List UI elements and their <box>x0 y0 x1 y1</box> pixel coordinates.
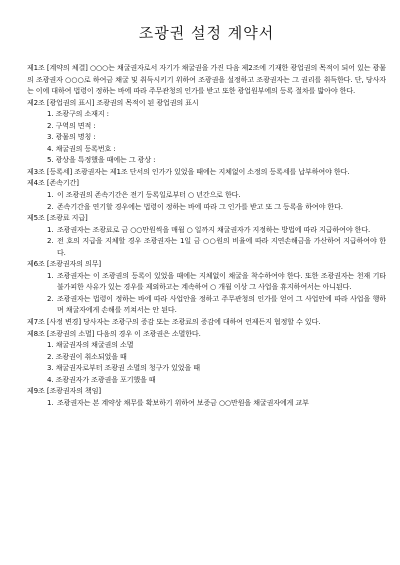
article-9-item <box>27 397 386 409</box>
item-number: 1. <box>47 397 54 407</box>
article-9-heading: 제9조 [조광권자의 책임] <box>27 386 102 396</box>
article-7: 제7조 [사정 변경] 당사자는 조광구의 증감 또는 조광료의 증감에 대하여 언제든지 협정할 수 있다. <box>27 317 321 327</box>
item-text: 조광권자는 본 계약상 채무를 확보하기 위하여 보증금 ○○만원을 채굴권자에게 교부 <box>57 397 309 407</box>
item-text: 조광권자는 법령이 정하는 바에 따라 사업안을 정하고 주무관청의 인가를 얻어 그 사업안에 따라 사업을 행하며 채굴자에게 손해를 끼쳐서는 안 된다. <box>57 293 386 315</box>
article-2-item: 1. 조광구의 소재지 : <box>47 109 109 119</box>
item-text: 존속기간을 연기할 경우에는 법령이 정하는 바에 따라 그 인가를 받고 또 그 등록을 하여야 한다. <box>57 201 343 211</box>
article-3: 제3조 [등록세] 조광권자는 제1조 단서의 인가가 있었을 때에는 지체없이 소정의 등록세를 납부하여야 한다. <box>27 166 350 176</box>
article-4-item <box>27 201 386 213</box>
article-6-heading: 제6조 [조광권자의 의무] <box>27 259 102 269</box>
article-8-item: 4. 조광권자가 조광권을 포기했을 때 <box>47 374 156 384</box>
article-6-item <box>27 293 386 316</box>
article-8-heading: 제8조 [조광권의 소멸] 다음의 경우 이 조광권은 소멸한다. <box>27 328 201 338</box>
item-text: 조광권자는 이 조광권의 등록이 있었을 때에는 지체없이 채굴을 착수하여야 한다. 또한 조광권자는 천재 기타 불가피한 사유가 있는 경우를 제외하고는 계속하여 ○ 개월 이상 그 사업을 휴지하여서는 아니된다. <box>57 270 386 292</box>
article-8-item: 3. 채굴권자로부터 조광권 소멸의 청구가 있었을 때 <box>47 363 200 373</box>
article-2-heading: 제2조 [광업권의 표시] 조광권의 목적이 된 광업권의 표시 <box>27 97 199 107</box>
item-number: 1. <box>47 270 54 280</box>
item-number: 2. <box>47 201 54 211</box>
article-5-heading: 제5조 [조광료 지급] <box>27 213 88 223</box>
article-2-item: 5. 광상을 특정했을 때에는 그 광상 : <box>47 155 156 165</box>
article-2-item: 2. 구역의 면적 : <box>47 120 96 130</box>
page-title: 조광권 설정 계약서 <box>138 24 275 42</box>
article-5-item <box>27 224 386 236</box>
article-4-item <box>27 189 386 201</box>
item-number: 1. <box>47 224 54 234</box>
article-4-heading: 제4조 [존속기간] <box>27 178 79 188</box>
item-number: 2. <box>47 236 54 246</box>
item-number: 1. <box>47 190 54 200</box>
article-8-item: 1. 채굴권자의 채굴권의 소멸 <box>47 340 134 350</box>
article-6-item <box>27 270 386 293</box>
article-5-item <box>27 235 386 258</box>
item-text: 이 조광권의 존속기간은 전기 등록일로부터 ○ 년간으로 한다. <box>57 190 241 200</box>
item-text: 조광권자는 조광료로 금 ○○만원씩을 매월 ○ 일까지 채굴권자가 지정하는 방법에 따라 지급하여야 한다. <box>57 224 371 234</box>
article-2-item: 3. 광물의 명칭 : <box>47 132 96 142</box>
item-text: 전 호의 지급을 지체할 경우 조광권자는 1일 금 ○○원의 비율에 따라 지연손해금을 가산하여 지급하여야 한다. <box>57 236 386 257</box>
article-8-item: 2. 조광권이 취소되었을 때 <box>47 351 127 361</box>
item-number: 2. <box>47 293 54 303</box>
article-2-item: 4. 채굴권의 등록번호 : <box>47 143 116 153</box>
article-1: 제1조 [계약의 체결] ○○○는 채굴권자로서 자기가 채굴권을 가진 다음 제2조에 기재한 광업권의 목적이 되어 있는 광물의 조광권자 ○○○로 하여금 채굴 및 취득시키기 위하여 조광권을 설정하고 조광권자는 그 권리를 취득한다. 단, 당사자는 이에 대하여 법령이 정하는 바에 따라 주무관청의 인가를 받고 또한 광업원부에의 등록 절차를 밟아야 한다. <box>27 63 386 96</box>
